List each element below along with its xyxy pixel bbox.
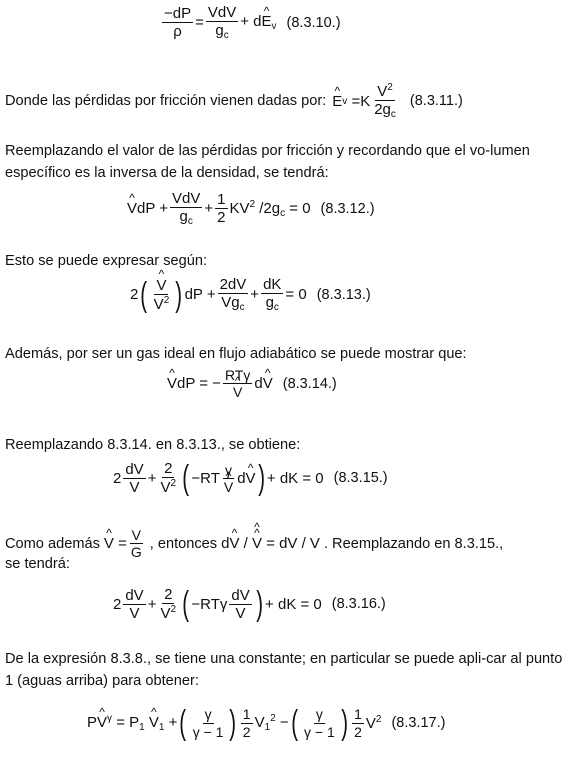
paragraph-text: Donde las pérdidas por fricción vienen dadas por:	[5, 93, 327, 110]
paragraph-replacement: Reemplazando el valor de las pérdidas por fricción y recordando que el vo-lumen específico es la inversa de la densidad, se tendrá:	[5, 143, 530, 181]
paragraph-constant: De la expresión 8.3.8., se tiene una constante; en particular se puede apli-car al punto 1 (aguas arriba) para obtener:	[5, 651, 563, 689]
paragraph-text: Como además	[5, 535, 100, 552]
equation-8-3-10: $\frac{-dP}{\rho}$ = $\frac{\text{VdV}}{g_c}$ + d^ $E_v$ (8.3.10.)	[160, 4, 341, 42]
equation-8-3-12: ^ VdP + $\frac{\text{VdV}}{g_c}$ + $\frac{1}{2}$ $KV^2$ $/2g_c = 0$ (8.3.12.)	[127, 190, 375, 228]
equation-number: (8.3.17.)	[391, 715, 446, 731]
paragraph-text: . Reemplazando en 8.3.15.,	[323, 535, 504, 552]
equation-number: (8.3.16.)	[331, 596, 386, 613]
equation-number: (8.3.15.)	[333, 470, 388, 487]
equation-number: (8.3.10.)	[286, 14, 341, 31]
paragraph-obtain: Reemplazando 8.3.14. en 8.3.13., se obtiene:	[5, 437, 301, 453]
inline-equation-v-hat: ^ V = $\frac{V}{G}$	[104, 527, 146, 560]
equation-8-3-16: 2 $\frac{dV}{V}$ + $\frac{2}{V^2}$ ( −RTγ $\frac{dV}{V}$ ) + dK = 0 (8.3.16.)	[113, 585, 386, 624]
equation-number: (8.3.13.)	[316, 286, 371, 303]
equation-8-3-13: 2 ( ^ $\frac{V}{V^2}$ ) dP + $\frac{2dV}{Vg_c}$ + $\frac{dK}{g_c}$ = 0 (8.3.13.)	[130, 276, 371, 314]
equation-8-3-17: P^ $V^\gamma = P_1$ ^ $V_1$ + ( $\frac{\gamma}{\gamma - 1}$ ) $\frac{1}{2}$ $V_1^2$ − ( $\frac{\gamma}{\gamma - 1}$ ) $\frac{1}{2}$ $V^2$ (8.3.17.)	[87, 706, 445, 740]
paragraph-express: Esto se puede expresar según:	[5, 253, 208, 269]
equation-8-3-14: ^ VdP = − RTγ ^ V d^ V (8.3.14.)	[167, 367, 337, 400]
paragraph-friction-losses	[5, 82, 463, 121]
equation-8-3-11: ^ E v =K $\frac{V^2}{2g_c}$ (8.3.11.)	[332, 82, 463, 121]
paragraph-text: , entonces	[149, 535, 218, 552]
paragraph-since-continued: se tendrá:	[5, 556, 70, 572]
paragraph-ideal-gas: Además, por ser un gas ideal en flujo adiabático se puede mostrar que:	[5, 346, 467, 362]
equation-8-3-15: 2 $\frac{dV}{V}$ + $\frac{2}{V^2}$ ( −RT γ ^ V d^ V ) + dK = 0 (8.3.15.)	[113, 460, 388, 497]
inline-equation-dv: d^ V / ^ V ^ = dV / V	[221, 535, 320, 552]
equation-number: (8.3.14.)	[282, 375, 337, 392]
equation-number: (8.3.12.)	[320, 200, 375, 217]
equation-number: (8.3.11.)	[409, 93, 463, 110]
